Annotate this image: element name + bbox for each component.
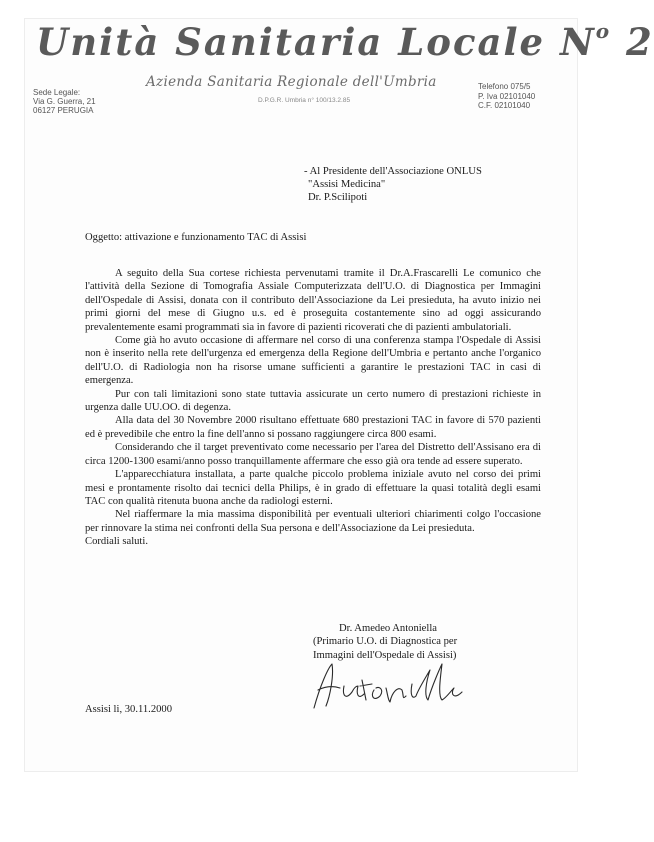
body-paragraph: Alla data del 30 Novembre 2000 risultano effettuate 680 prestazioni TAC in favore di 570 pazienti ed è prevedibile che entro la fine dell'anno si possano raggiungere circa 800 esami. [85, 415, 541, 440]
recipient-line: - Al Presidente dell'Associazione ONLUS [304, 166, 482, 177]
letterhead-title: Unità Sanitaria Locale $N^o$ 2 [36, 18, 654, 64]
recipient-line: "Assisi Medicina" [308, 179, 386, 190]
signatory-line: Immagini dell'Ospedale di Assisi) [313, 649, 457, 661]
letterhead-contacts [478, 82, 578, 111]
sede-line: Sede Legale: [33, 88, 81, 97]
handwritten-signature [300, 656, 480, 716]
body-paragraph: Come già ho avuto occasione di affermare nel corso di una conferenza stampa l'Ospedale di Assisi non è inserito nella rete dell'urgenza ed emergenza della Regione dell'Umbria e pertanto anche l'organico dell'U.O. di Radiologia non ha risorse umane sufficienti a garantire le prestazioni TAC in casi di emergenza. [85, 335, 541, 387]
body-paragraph: Nel riaffermare la mia massima disponibilità per eventuali ulteriori chiarimenti colgo l'occasione per rinnovare la stima nei confronti della Sua persona e dell'Associazione da Lei presieduta. [85, 509, 541, 534]
letterhead-dpgr: D.P.G.R. Umbria n° 100/13.2.85 [258, 97, 351, 104]
recipient-block [304, 165, 564, 204]
body-paragraph: Considerando che il target preventivato come necessario per l'area del Distretto dell'Assisano era di circa 1200-1300 esami/anno posso tranquillamente affermare che esso già ora tende ad essere superato. [85, 442, 541, 467]
place-date: Assisi li, 30.11.2000 [85, 704, 173, 715]
letterhead-sede [33, 88, 143, 115]
contact-line: Telefono 075/5 [478, 82, 531, 91]
subject-line: Oggetto: attivazione e funzionamento TAC di Assisi [85, 232, 307, 243]
sede-line: Via G. Guerra, 21 [33, 97, 96, 106]
body-paragraph: L'apparecchiatura installata, a parte qualche piccolo problema iniziale avuto nel corso dei primi mesi e prontamente risolto dai tecnici della Philips, è in grado di effettuare la quasi totalità degli esami TAC con qualità ritenuta buona anche da radiologi esterni. [85, 469, 541, 507]
letter-body [85, 267, 541, 549]
letterhead-subtitle: Azienda Sanitaria Regionale dell'Umbria [146, 74, 437, 90]
signatory-line: (Primario U.O. di Diagnostica per [313, 636, 458, 648]
body-paragraph: A seguito della Sua cortese richiesta pervenutami tramite il Dr.A.Frascarelli Le comunico che l'attività della Sezione di Tomografia Assiale Computerizzata dell'U.O. di Diagnostica per Immagini dell'Ospedale di Assisi, donata con il contributo dell'Associazione da Lei presieduta, ha avuto inizio nei primi giorni del mese di Giugno u.s. ed è proseguita costantemente sino ad oggi assicurando prevalentemente esami programmati sia in favore di pazienti ricoverati che di pazienti ambulatoriali. [85, 268, 541, 333]
recipient-line: Dr. P.Scilipoti [308, 192, 368, 203]
contact-line: C.F. 02101040 [478, 101, 531, 110]
contact-line: P. Iva 02101040 [478, 91, 536, 101]
closing-line: Cordiali saluti. [85, 536, 148, 548]
signatory-line: Dr. Amedeo Antoniella [339, 623, 437, 634]
body-paragraph: Pur con tali limitazioni sono state tuttavia assicurate un certo numero di prestazioni richieste in urgenza dalle UU.OO. di degenza. [85, 388, 541, 414]
sede-line: 06127 PERUGIA [33, 106, 94, 115]
